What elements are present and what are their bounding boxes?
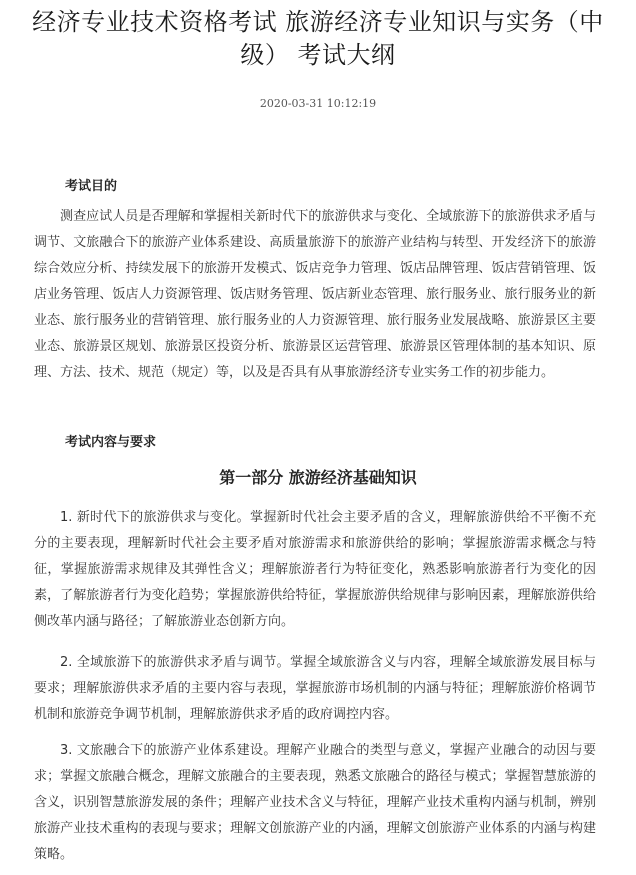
part-one-title: 第一部分 旅游经济基础知识 <box>219 468 417 487</box>
purpose-paragraph: 测查应试人员是否理解和掌握相关新时代下的旅游供求与变化、全域旅游下的旅游供求矛盾与调节、文旅融合下的旅游产业体系建设、高质量旅游下的旅游产业结构与转型、开发经济下的旅游综合效应分析、持续发展下的旅游开发模式、饭店竞争力管理、饭店品牌管理、饭店营销管理、饭店业务管理、饭店人力资源管理、饭店财务管理、饭店新业态管理、旅行服务业、旅行服务业的新业态、旅行服务业的营销管理、旅行服务业的人力资源管理、旅行服务业发展战略、旅游景区主要业态、旅游景区规划、旅游景区投资分析、旅游景区运营管理、旅游景区管理体制的基本知识、原理、方法、技术、规范（规定）等，以及是否具有从事旅游经济专业实务工作的初步能力。 <box>34 209 596 380</box>
content-item-2: 2. 全域旅游下的旅游供求矛盾与调节。掌握全域旅游含义与内容，理解全域旅游发展目标与要求；理解旅游供求矛盾的主要内容与表现，掌握旅游市场机制的内涵与特征；理解旅游价格调节机制和旅游竞争调节机制，理解旅游供求矛盾的政府调控内容。 <box>34 655 596 722</box>
content-item-3: 3. 文旅融合下的旅游产业体系建设。理解产业融合的类型与意义，掌握产业融合的动因与要求；掌握文旅融合概念，理解文旅融合的主要表现，熟悉文旅融合的路径与模式；掌握智慧旅游的含义，识别智慧旅游发展的条件；理解产业技术含义与特征，理解产业技术重构内涵与机制，辨别旅游产业技术重构的表现与要求；理解文创旅游产业的内涵，理解文创旅游产业体系的内涵与构建策略。 <box>34 743 596 862</box>
article-title: 经济专业技术资格考试 旅游经济专业知识与实务（中级） 考试大纲 <box>32 8 604 69</box>
publish-date: 2020-03-31 10:12:19 <box>259 97 377 110</box>
section-heading-purpose: 考试目的 <box>65 179 118 194</box>
section-heading-content: 考试内容与要求 <box>65 435 157 450</box>
content-item-1: 1. 新时代下的旅游供求与变化。掌握新时代社会主要矛盾的含义，理解旅游供给不平衡不充分的主要表现，理解新时代社会主要矛盾对旅游需求和旅游供给的影响；掌握旅游需求概念与特征，掌握旅游需求规律及其弹性含义；理解旅游者行为特征变化，熟悉影响旅游者行为变化的因素，了解旅游者行为变化趋势；掌握旅游供给特征，掌握旅游供给规律与影响因素，理解旅游供给侧改革内涵与路径；了解旅游业态创新方向。 <box>34 510 596 629</box>
